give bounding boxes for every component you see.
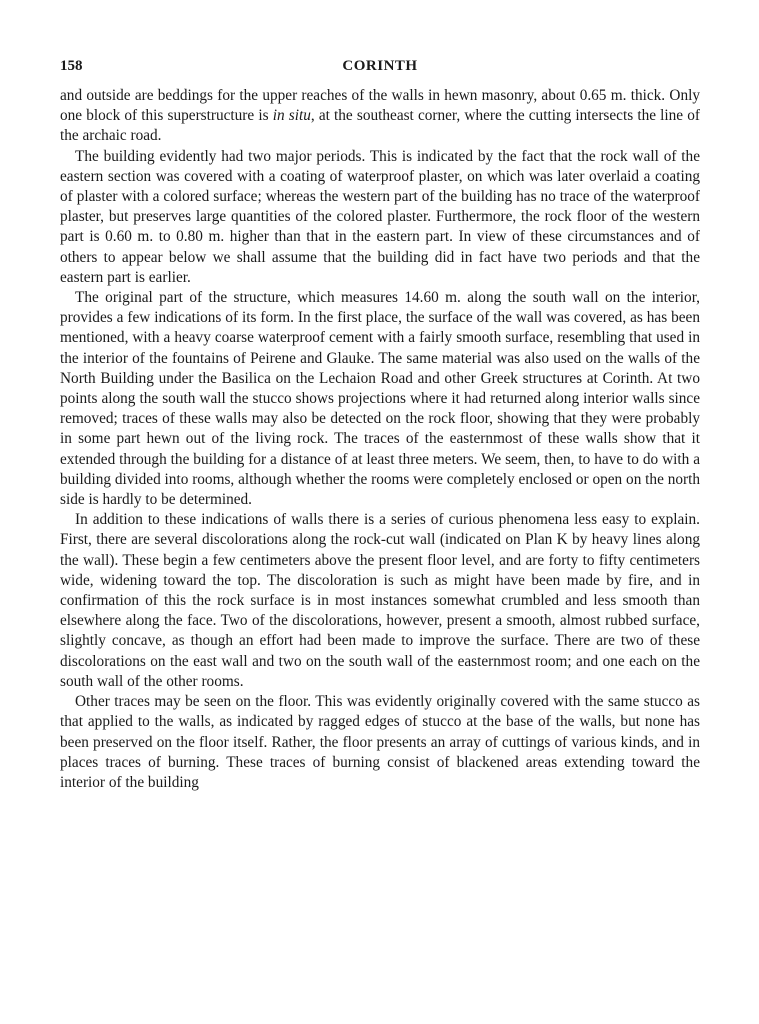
emphasis-in-situ: in situ xyxy=(272,107,311,125)
running-title: CORINTH xyxy=(342,58,418,74)
paragraph-original-structure: The original part of the structure, which measures 14.60 m. along the south wall on the interior, provides a few indications of its form. In the first place, the surface of the wall was covered, as has been mentioned, with a heavy coarse waterproof cement with a fairly smooth surface, resembling that used in the interior of the fountains of Peirene and Glauke. The same material was also used on the walls of the North Building under the Basilica on the Lechaion Road and other Greek structures at Corinth. At two points along the south wall the stucco shows projections where it had returned along interior walls since removed; traces of these walls may also be detected on the rock floor, showing that they were probably in some part hewn out of the living rock. The traces of the easternmost of these walls show that it extended through the building for a distance of at least three meters. We seem, then, to have to do with a building divided into rooms, although whether the rooms were completely enclosed or open on the north side is hardly to be determined. xyxy=(60,289,700,509)
paragraph-two-periods: The building evidently had two major periods. This is indicated by the fact that the rock wall of the eastern section was covered with a coating of waterproof plaster, on which was later overlaid a coating of plaster with a colored surface; whereas the western part of the building has no trace of the waterproof plaster, but preserves large quantities of the colored plaster. Furthermore, the rock floor of the western part is 0.60 m. to 0.80 m. higher than that in the eastern part. In view of these circumstances and of others to appear below we shall assume that the building did in fact have two periods and that the eastern part is earlier. xyxy=(60,147,700,286)
body-text xyxy=(60,86,700,793)
running-header xyxy=(60,58,700,82)
paragraph-floor-traces: Other traces may be seen on the floor. This was evidently originally covered with the same stucco as that applied to the walls, as indicated by ragged edges of stucco at the base of the walls, but none has been preserved on the floor itself. Rather, the floor presents an array of cuttings of various kinds, and in places traces of burning. These traces of burning consist of blackened areas extending toward the interior of the building xyxy=(60,693,700,791)
paragraph-continued xyxy=(60,86,700,147)
page-number: 158 xyxy=(60,58,83,74)
page xyxy=(60,58,700,793)
paragraph-text: , at the southeast corner, where the cutting intersects the line of the archaic road. xyxy=(60,107,700,145)
paragraph-text: and outside are beddings for the upper reaches of the walls in hewn masonry, about 0.65 m. thick. Only one block of this superstructure is xyxy=(60,87,700,125)
paragraph-discolorations: In addition to these indications of walls there is a series of curious phenomena less easy to explain. First, there are several discolorations along the rock-cut wall (indicated on Plan K by heavy lines along the wall). These begin a few centimeters above the present floor level, and are forty to fifty centimeters wide, widening toward the top. The discoloration is such as might have been made by fire, and in confirmation of this the rock surface is in most instances somewhat crumbled and less smooth than elsewhere along the face. Two of the discolorations, however, present a smooth, almost rubbed surface, slightly concave, as though an effort had been made to improve the surface. There are two of these discolorations on the east wall and two on the south wall of the easternmost room; and one each on the south wall of the other rooms. xyxy=(60,511,700,690)
